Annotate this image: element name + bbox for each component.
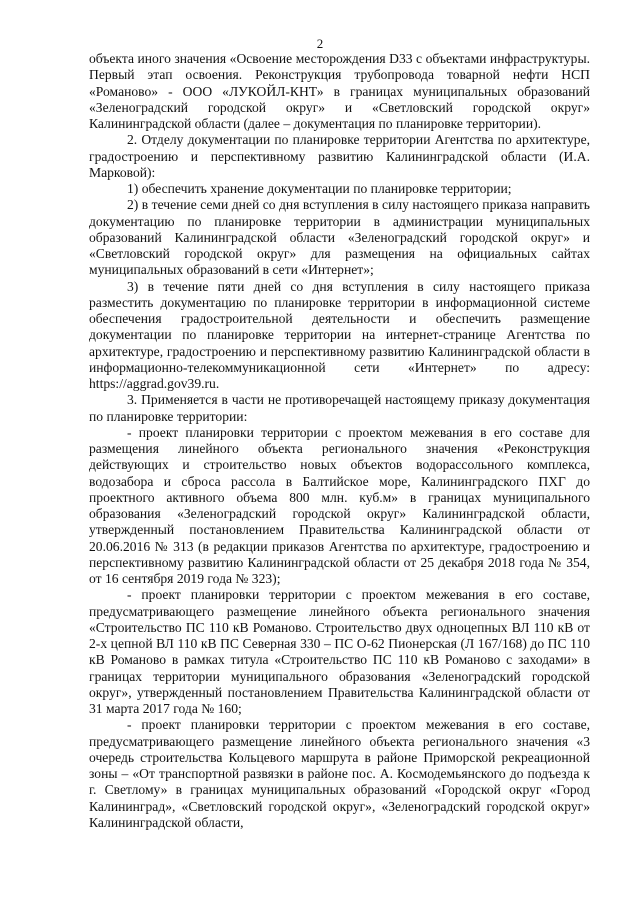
paragraph-4: 3) в течение пяти дней со дня вступления в силу настоящего приказа разместить документацию по планировке территории в информационной системе обеспечения градостроительной деятельности и обеспечить размещение документации по планировке территории на интернет-странице Агентства по архитектуре, градостроению и перспективному развитию Калининградской области в информационно-телекоммуникационной сети «Интернет» по адресу: https://aggrad.gov39.ru. <box>89 278 590 391</box>
paragraph-0: объекта иного значения «Освоение месторождения D33 с объектами инфраструктуры. Первый этап освоения. Реконструкция трубопровода товарной нефти НСП «Романово» - ООО «ЛУКОЙЛ-КНТ» в границах муниципальных образований «Зеленоградский городской округ» и «Светловский городской округ» Калининградской области (далее – документация по планировке территории). <box>89 51 590 131</box>
paragraph-3: 2) в течение семи дней со дня вступления в силу настоящего приказа направить документацию по планировке территории в администрации муниципальных образований Калининградской области «Зеленоградский городской округ» и «Светловский городской округ» для размещения на официальных сайтах муниципальных образований в сети «Интернет»; <box>89 197 590 278</box>
paragraph-6: - проект планировки территории с проектом межевания в его составе для размещения линейного объекта регионального значения «Реконструкция действующих и строительство новых объектов водорассольного комплекса, водозабора и сброса рассола в Балтийское море, Калининградского ПХГ до проектного активного объема 800 млн. куб.м» в границах муниципального образования «Зеленоградский городской округ» Калининградской области, утвержденный постановлением Правительства Калининградской области от 20.06.2016 № 313 (в редакции приказов Агентства по архитектуре, градостроению и перспективному развитию Калининградской области от 25 декабря 2018 года № 354, от 16 сентября 2019 года № 323); <box>89 424 590 586</box>
paragraph-7: - проект планировки территории с проектом межевания в его составе, предусматривающего размещение линейного объекта регионального значения «Строительство ПС 110 кВ Романово. Строительство двух одноцепных ВЛ 110 кВ от 2-х цепной ВЛ 110 кВ ПС Северная 330 – ПС О-62 Пионерская (Л 167/168) до ПС 110 кВ Романово в рамках титула «Строительство ПС 110 кВ Романово с заходами» в границах территории муниципального образования «Зеленоградский городской округ», утвержденный постановлением Правительства Калининградской области от 31 марта 2017 года № 160; <box>89 587 590 716</box>
document-body <box>89 51 590 831</box>
page-number: 2 <box>316 36 324 51</box>
paragraph-8: - проект планировки территории с проектом межевания в его составе, предусматривающего размещение линейного объекта регионального значения «3 очередь строительства Кольцевого маршрута в районе Приморской рекреационной зоны – «От транспортной развязки в районе пос. А. Космодемьянского до подъезда к г. Светлому» в границах муниципальных образований «Городской округ «Город Калининград», «Светловский городской округ», «Зеленоградский городской округ» Калининградской области, <box>89 717 590 830</box>
paragraph-1: 2. Отделу документации по планировке территории Агентства по архитектуре, градостроению и перспективному развитию Калининградской области (И.А. Марковой): <box>89 132 590 180</box>
paragraph-2: 1) обеспечить хранение документации по планировке территории; <box>127 181 512 196</box>
paragraph-5: 3. Применяется в части не противоречащей настоящему приказу документация по планировке территории: <box>89 392 590 424</box>
